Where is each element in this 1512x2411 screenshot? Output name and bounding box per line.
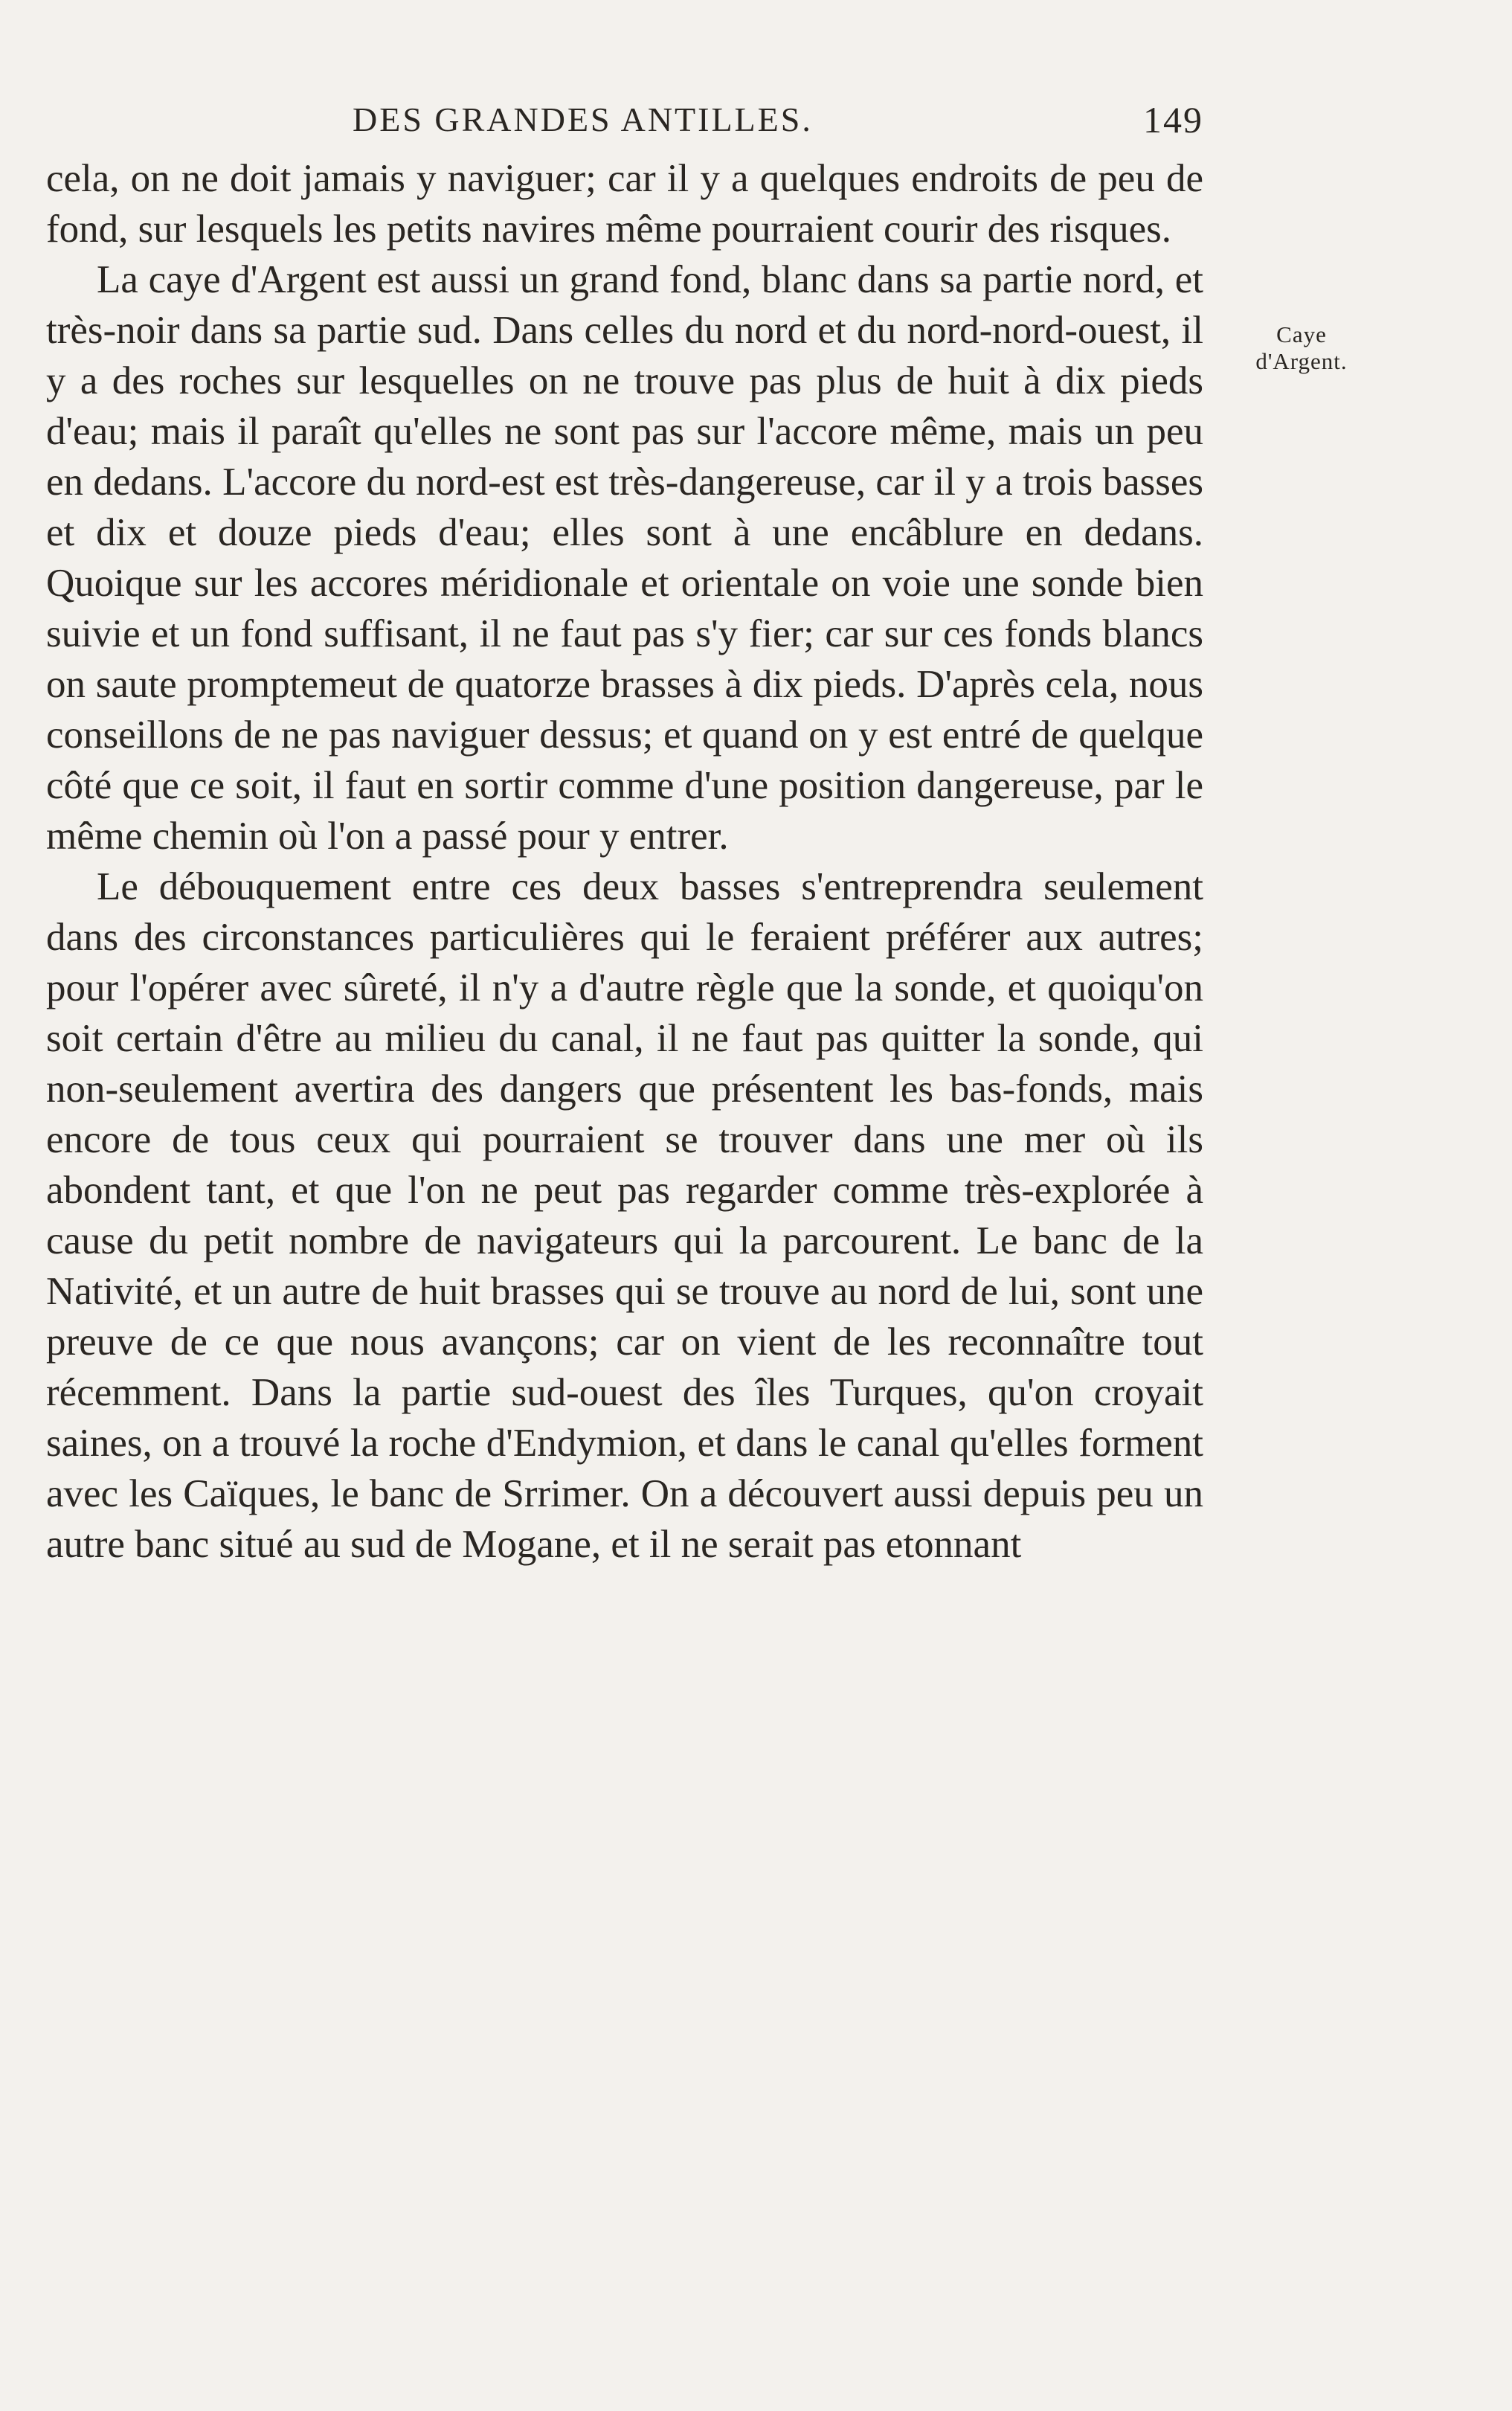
paragraph-continuation: cela, on ne doit jamais y naviguer; car il y a quelques endroits de peu de fond, sur lesquels les petits navires même pourraient courir des risques. [46,157,1203,251]
margin-note-line-1: Caye [1276,321,1327,347]
paragraph-caye-dargent: La caye d'Argent est aussi un grand fond, blanc dans sa partie nord, et très-noir dans sa partie sud. Dans celles du nord et du nord-nord-ouest, il y a des roches sur lesquelles on ne trouve pas plus de huit à dix pieds d'eau; mais il paraît qu'elles ne sont pas sur l'accore même, mais un peu en dedans. L'accore du nord-est est très-dangereuse, car il y a trois basses et dix et douze pieds d'eau; elles sont à une encâblure en dedans. Quoique sur les accores méridionale et orientale on voie une sonde bien suivie et un fond suffisant, il ne faut pas s'y fier; car sur ces fonds blancs on saute promptemeut de quatorze brasses à dix pieds. D'après cela, nous conseillons de ne pas naviguer dessus; et quand on y est entré de quelque côté que ce soit, il faut en sortir comme d'une position dangereuse, par le même chemin où l'on a passé pour y entrer. [46,258,1203,858]
page-number: 149 [1143,99,1203,141]
margin-note-line-2: d'Argent. [1255,348,1348,374]
body-text [46,153,1203,1570]
margin-note [1235,321,1368,375]
running-head [46,94,1203,153]
running-title: DES GRANDES ANTILLES. [353,100,813,138]
paragraph-debouquement: Le débouquement entre ces deux basses s'entreprendra seulement dans des circonstances particulières qui le feraient préférer aux autres; pour l'opérer avec sûreté, il n'y a d'autre règle que la sonde, et quoiqu'on soit certain d'être au milieu du canal, il ne faut pas quitter la sonde, qui non-seulement avertira des dangers que présentent les bas-fonds, mais encore de tous ceux qui pourraient se trouver dans une mer où ils abondent tant, et que l'on ne peut pas regarder comme très-explorée à cause du petit nombre de navigateurs qui la parcourent. Le banc de la Nativité, et un autre de huit brasses qui se trouve au nord de lui, sont une preuve de ce que nous avançons; car on vient de les reconnaître tout récemment. Dans la partie sud-ouest des îles Turques, qu'on croyait saines, on a trouvé la roche d'Endymion, et dans le canal qu'elles forment avec les Caïques, le banc de Srrimer. On a découvert aussi depuis peu un autre banc situé au sud de Mogane, et il ne serait pas etonnant [46,865,1203,1566]
